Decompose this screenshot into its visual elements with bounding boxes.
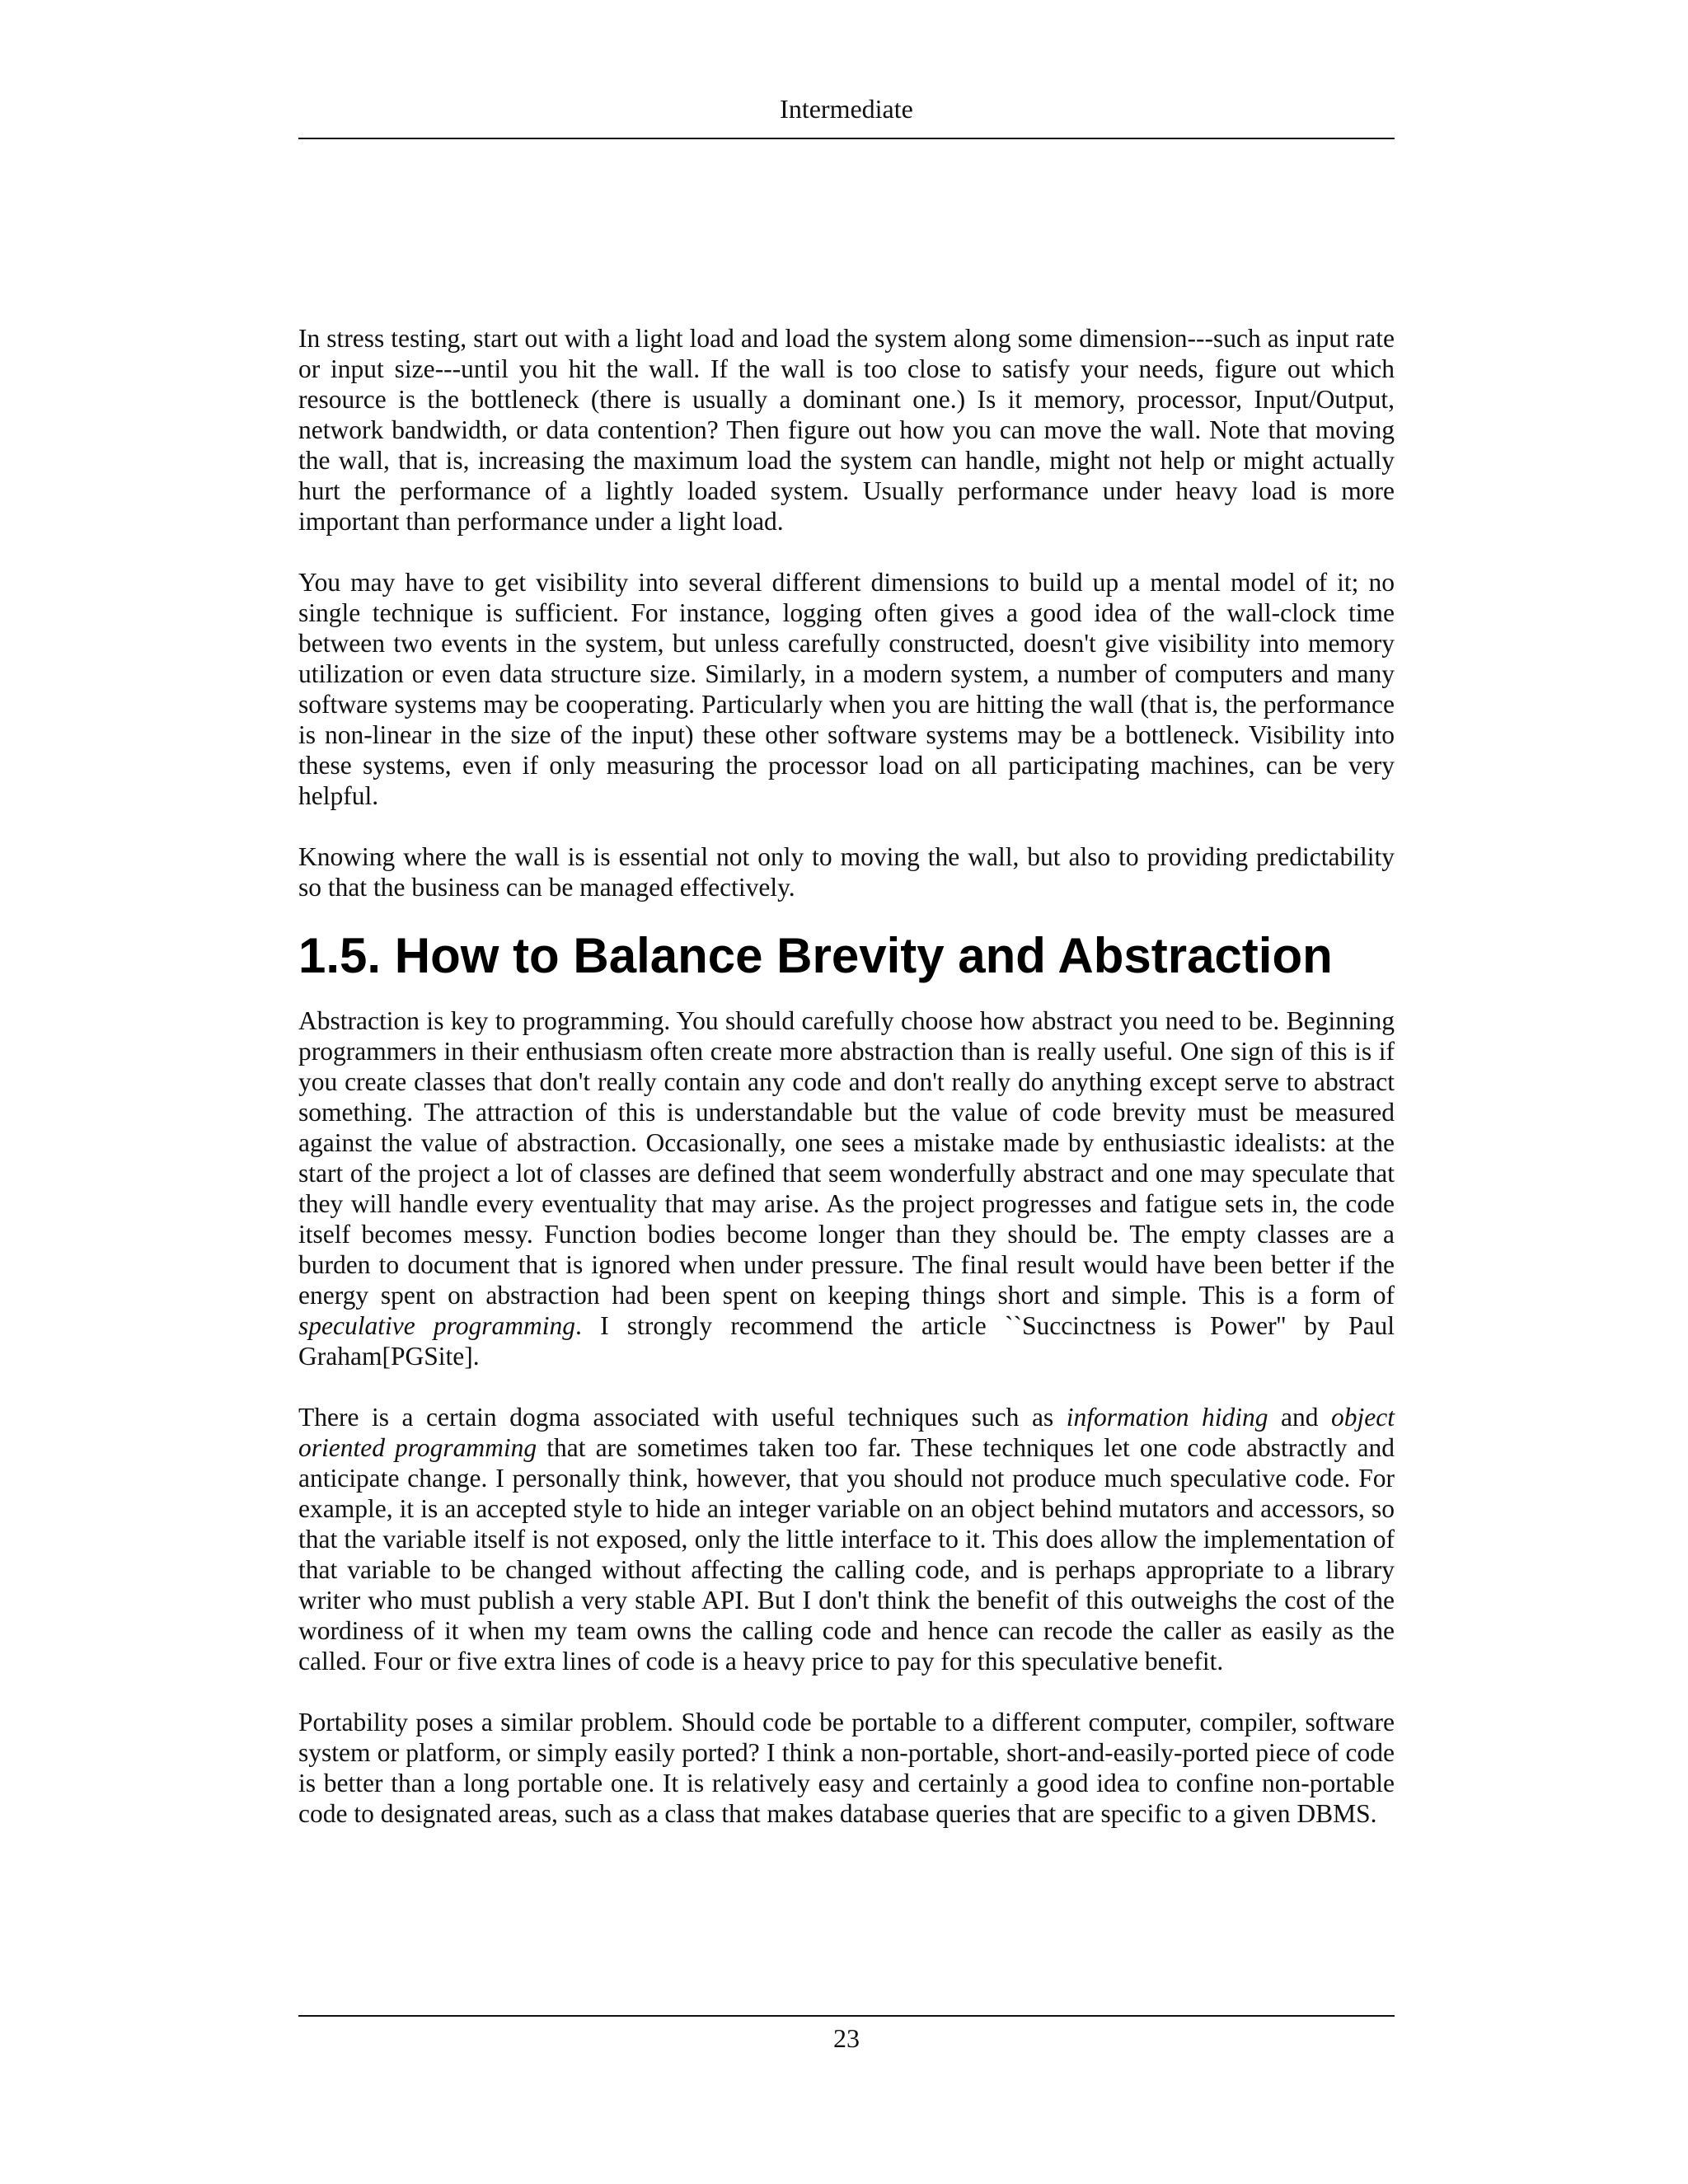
paragraph-portability: Portability poses a similar problem. Should code be portable to a different computer, compiler, software system or platform, or simply easily ported? I think a non-portable, short-and-easily-ported piece of code is better than a long portable one. It is relatively easy and certainly a good idea to confine non-portable code to designated areas, such as a class that makes database queries that are specific to a given DBMS.	[298, 1708, 1395, 1828]
paragraph-visibility: You may have to get visibility into several different dimensions to build up a mental model of it; no single technique is sufficient. For instance, logging often gives a good idea of the wall-clock time between two events in the system, but unless carefully constructed, doesn't give visibility into memory utilization or even data structure size. Similarly, in a modern system, a number of computers and many software systems may be cooperating. Particularly when you are hitting the wall (that is, the performance is non-linear in the size of the input) these other software systems may be a bottleneck. Visibility into these systems, even if only measuring the processor load on all participating machines, can be very helpful.	[298, 568, 1395, 810]
paragraph-abstraction	[298, 1005, 1395, 1371]
emphasis-speculative-programming: speculative programming	[298, 1311, 576, 1340]
page-number: 23	[833, 2023, 860, 2053]
running-header: Intermediate	[780, 94, 913, 124]
dogma-text-2: and	[1268, 1403, 1332, 1432]
abstraction-text-1: Abstraction is key to programming. You should carefully choose how abstract you need to be. Beginning programmers in their enthusiasm often create more abstraction than is really useful. One sign of this is if you create classes that don't really contain any code and don't really do anything except serve to abstract something. The attraction of this is understandable but the value of code brevity must be measured against the value of abstraction. Occasionally, one sees a mistake made by enthusiastic idealists: at the start of the project a lot of classes are defined that seem wonderfully abstract and one may speculate that they will handle every eventuality that may arise. As the project progresses and fatigue sets in, the code itself becomes messy. Function bodies become longer than they should be. The empty classes are a burden to document that is ignored when under pressure. The final result would have been better if the energy spent on abstraction had been spent on keeping things short and simple. This is a form of	[298, 1006, 1395, 1310]
paragraph-dogma	[298, 1402, 1395, 1676]
footer-rule	[298, 2015, 1395, 2017]
abstraction-text-2: . I strongly recommend the article ``Succinctness is Power'' by Paul Graham[PGSite].	[298, 1311, 1395, 1371]
header-rule	[298, 138, 1395, 139]
dogma-text-1: There is a certain dogma associated with useful techniques such as	[298, 1403, 1067, 1432]
dogma-text-3: that are sometimes taken too far. These techniques let one code abstractly and anticipate change. I personally think, however, that you should not produce much speculative code. For example, it is an accepted style to hide an integer variable on an object behind mutators and accessors, so that the variable itself is not exposed, only the little interface to it. This does allow the implementation of that variable to be changed without affecting the calling code, and is perhaps appropriate to a library writer who must publish a very stable API. But I don't think the benefit of this outweighs the cost of the wordiness of it when my team owns the calling code and hence can recode the caller as easily as the called. Four or five extra lines of code is a heavy price to pay for this speculative benefit.	[298, 1433, 1395, 1675]
section-heading: 1.5. How to Balance Brevity and Abstraction	[298, 928, 1333, 983]
paragraph-knowing-wall: Knowing where the wall is is essential not only to moving the wall, but also to providing predictability so that the business can be managed effectively.	[298, 842, 1395, 902]
paragraph-stress-testing: In stress testing, start out with a light load and load the system along some dimension---such as input rate or input size---until you hit the wall. If the wall is too close to satisfy your needs, figure out which resource is the bottleneck (there is usually a dominant one.) Is it memory, processor, Input/Output, network bandwidth, or data contention? Then figure out how you can move the wall. Note that moving the wall, that is, increasing the maximum load the system can handle, might not help or might actually hurt the performance of a lightly loaded system. Usually performance under heavy load is more important than performance under a light load.	[298, 324, 1395, 536]
body-text	[298, 323, 1395, 1859]
emphasis-information-hiding: information hiding	[1066, 1403, 1268, 1432]
emphasis-object-oriented-programming: object oriented programming	[298, 1403, 1395, 1462]
